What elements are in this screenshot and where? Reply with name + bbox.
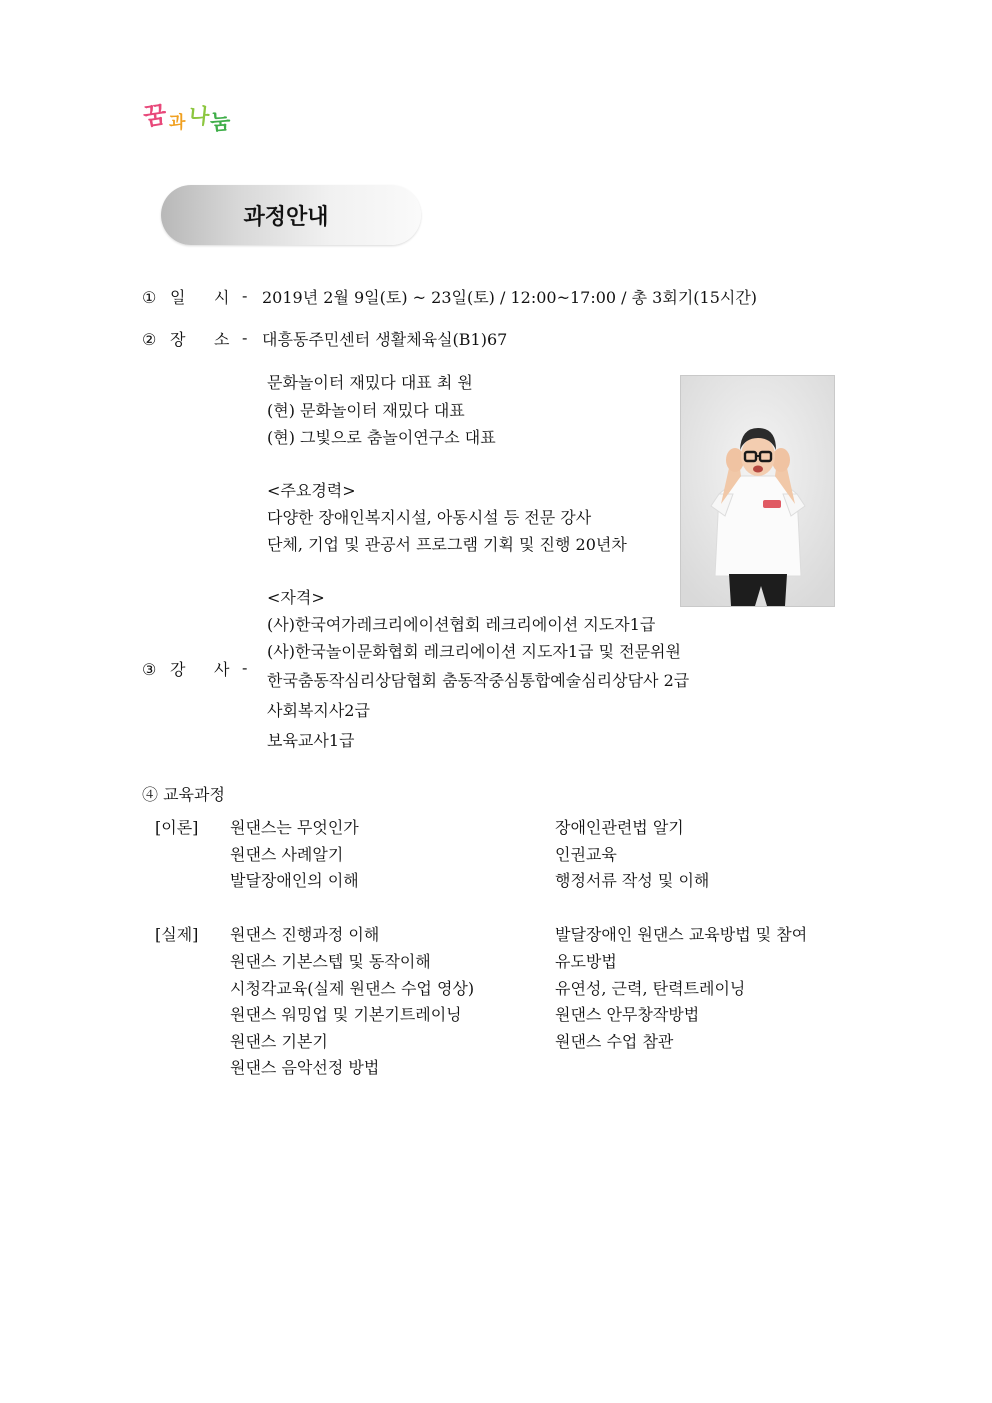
theory-right-3: 행정서류 작성 및 이해	[555, 871, 710, 890]
instructor-dash: -	[242, 658, 248, 677]
theory-right-2: 인권교육	[555, 845, 617, 864]
venue-value: 대흥동주민센터 생활체육실(B1)67	[262, 330, 508, 349]
theory-left-1: 원댄스는 무엇인가	[230, 818, 359, 837]
practice-right-1: 발달장애인 원댄스 교육방법 및 참여	[555, 925, 808, 944]
practice-left-6: 원댄스 음악선정 방법	[230, 1058, 380, 1077]
schedule-number: ①	[142, 288, 157, 307]
instructor-label-b: 사	[214, 660, 230, 679]
logo	[143, 92, 243, 142]
logo-char-2: 과	[169, 113, 186, 133]
practice-left-2: 원댄스 기본스텝 및 동작이해	[230, 952, 431, 971]
curriculum-title: ④ 교육과정	[142, 785, 225, 804]
practice-left-4: 원댄스 워밍업 및 기본기트레이닝	[230, 1005, 462, 1024]
theory-left-2: 원댄스 사례알기	[230, 845, 344, 864]
cert-heading: <자격>	[267, 588, 325, 607]
instructor-current-2: (현) 그빛으로 춤놀이연구소 대표	[267, 428, 496, 447]
venue-dash: -	[242, 328, 248, 347]
practice-right-5: 원댄스 수업 참관	[555, 1032, 674, 1051]
practice-left-5: 원댄스 기본기	[230, 1032, 328, 1051]
venue-label-b: 소	[214, 330, 230, 349]
cert-item-2: (사)한국놀이문화협회 레크리에이션 지도자1급 및 전문위원	[267, 642, 681, 661]
cert-item-3: 한국춤동작심리상담협회 춤동작중심통합예술심리상담사 2급	[267, 671, 690, 690]
practice-right-2: 유도방법	[555, 952, 617, 971]
cert-item-1: (사)한국여가레크리에이션협회 레크리에이션 지도자1급	[267, 615, 656, 634]
theory-right-1: 장애인관련법 알기	[555, 818, 684, 837]
schedule-label-a: 일	[170, 288, 186, 307]
venue-label-a: 장	[170, 330, 186, 349]
practice-left-1: 원댄스 진행과정 이해	[230, 925, 380, 944]
practice-label: [실제]	[155, 925, 199, 944]
section-title-banner	[161, 185, 421, 245]
schedule-dash: -	[242, 286, 248, 305]
instructor-label-a: 강	[170, 660, 186, 679]
career-heading: <주요경력>	[267, 481, 356, 500]
cert-item-4: 사회복지사2급	[267, 701, 370, 720]
instructor-current-1: (현) 문화놀이터 재밌다 대표	[267, 401, 465, 420]
logo-char-4: 눔	[209, 109, 232, 135]
logo-char-1: 꿈	[141, 100, 169, 132]
career-item-1: 다양한 장애인복지시설, 아동시설 등 전문 강사	[267, 508, 592, 527]
practice-right-3: 유연성, 근력, 탄력트레이닝	[555, 979, 746, 998]
cert-item-5: 보육교사1급	[267, 731, 355, 750]
instructor-name-line: 문화놀이터 재밌다 대표 최 원	[267, 373, 473, 392]
schedule-value: 2019년 2월 9일(토) ~ 23일(토) / 12:00~17:00 / 총 3회기(15시간)	[262, 288, 758, 307]
theory-label: [이론]	[155, 818, 199, 837]
instructor-photo-illustration	[681, 376, 834, 606]
practice-left-3: 시청각교육(실제 원댄스 수업 영상)	[230, 979, 475, 998]
instructor-photo	[680, 375, 835, 607]
logo-char-3: 나	[187, 102, 211, 129]
career-item-2: 단체, 기업 및 관공서 프로그램 기획 및 진행 20년차	[267, 535, 627, 554]
schedule-label-b: 시	[214, 288, 230, 307]
practice-right-4: 원댄스 안무창작방법	[555, 1005, 700, 1024]
instructor-number: ③	[142, 660, 157, 679]
venue-number: ②	[142, 330, 157, 349]
page-title: 과정안내	[243, 204, 329, 230]
theory-left-3: 발달장애인의 이해	[230, 871, 359, 890]
